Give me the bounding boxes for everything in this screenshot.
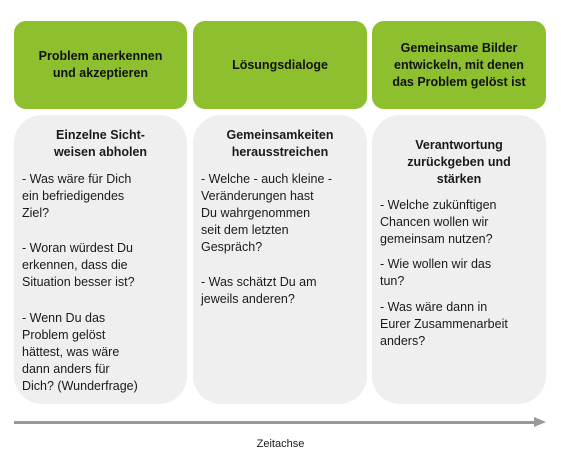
- time-axis-line: [14, 421, 536, 424]
- card-einzelne-sichtweisen: [14, 115, 187, 404]
- header-label: Problem anerkennen und akzeptieren: [38, 49, 163, 80]
- list-item: - Woran würdest Du erkennen, dass die Situation besser ist?: [22, 241, 135, 289]
- header-label: Gemeinsame Bilder entwickeln, mit denen das Problem gelöst ist: [392, 40, 526, 89]
- time-axis-label: Zeitachse: [256, 438, 305, 450]
- list-item: - Wenn Du das Problem gelöst hättest, was wäre dann anders für Dich? (Wunderfrage): [22, 311, 138, 393]
- list-item: - Welche zukünftigen Chancen wollen wir gemeinsam nutzen?: [380, 198, 497, 246]
- card-gemeinsamkeiten: [193, 115, 367, 404]
- list-item: - Was wäre dann in Eurer Zusammenarbeit anders?: [380, 300, 508, 348]
- header-problem-anerkennen: [14, 21, 187, 109]
- card-title: Verantwortung zurückgeben und stärken: [407, 138, 511, 186]
- list-item: - Was schätzt Du am jeweils anderen?: [201, 275, 317, 306]
- header-loesungsdialoge: [193, 21, 367, 109]
- time-axis-arrow-icon: [534, 417, 546, 427]
- list-item: - Welche - auch kleine - Veränderungen hast Du wahrgenommen seit dem letzten Gespräch?: [201, 172, 333, 254]
- card-title: Gemeinsamkeiten herausstreichen: [226, 128, 334, 159]
- list-item: - Was wäre für Dich ein befriedigendes Ziel?: [22, 172, 132, 220]
- header-gemeinsame-bilder: [372, 21, 546, 109]
- list-item: - Wie wollen wir das tun?: [380, 257, 492, 288]
- card-verantwortung: [372, 115, 546, 404]
- header-label: Lösungsdialoge: [232, 57, 328, 72]
- card-title: Einzelne Sicht- weisen abholen: [53, 128, 148, 159]
